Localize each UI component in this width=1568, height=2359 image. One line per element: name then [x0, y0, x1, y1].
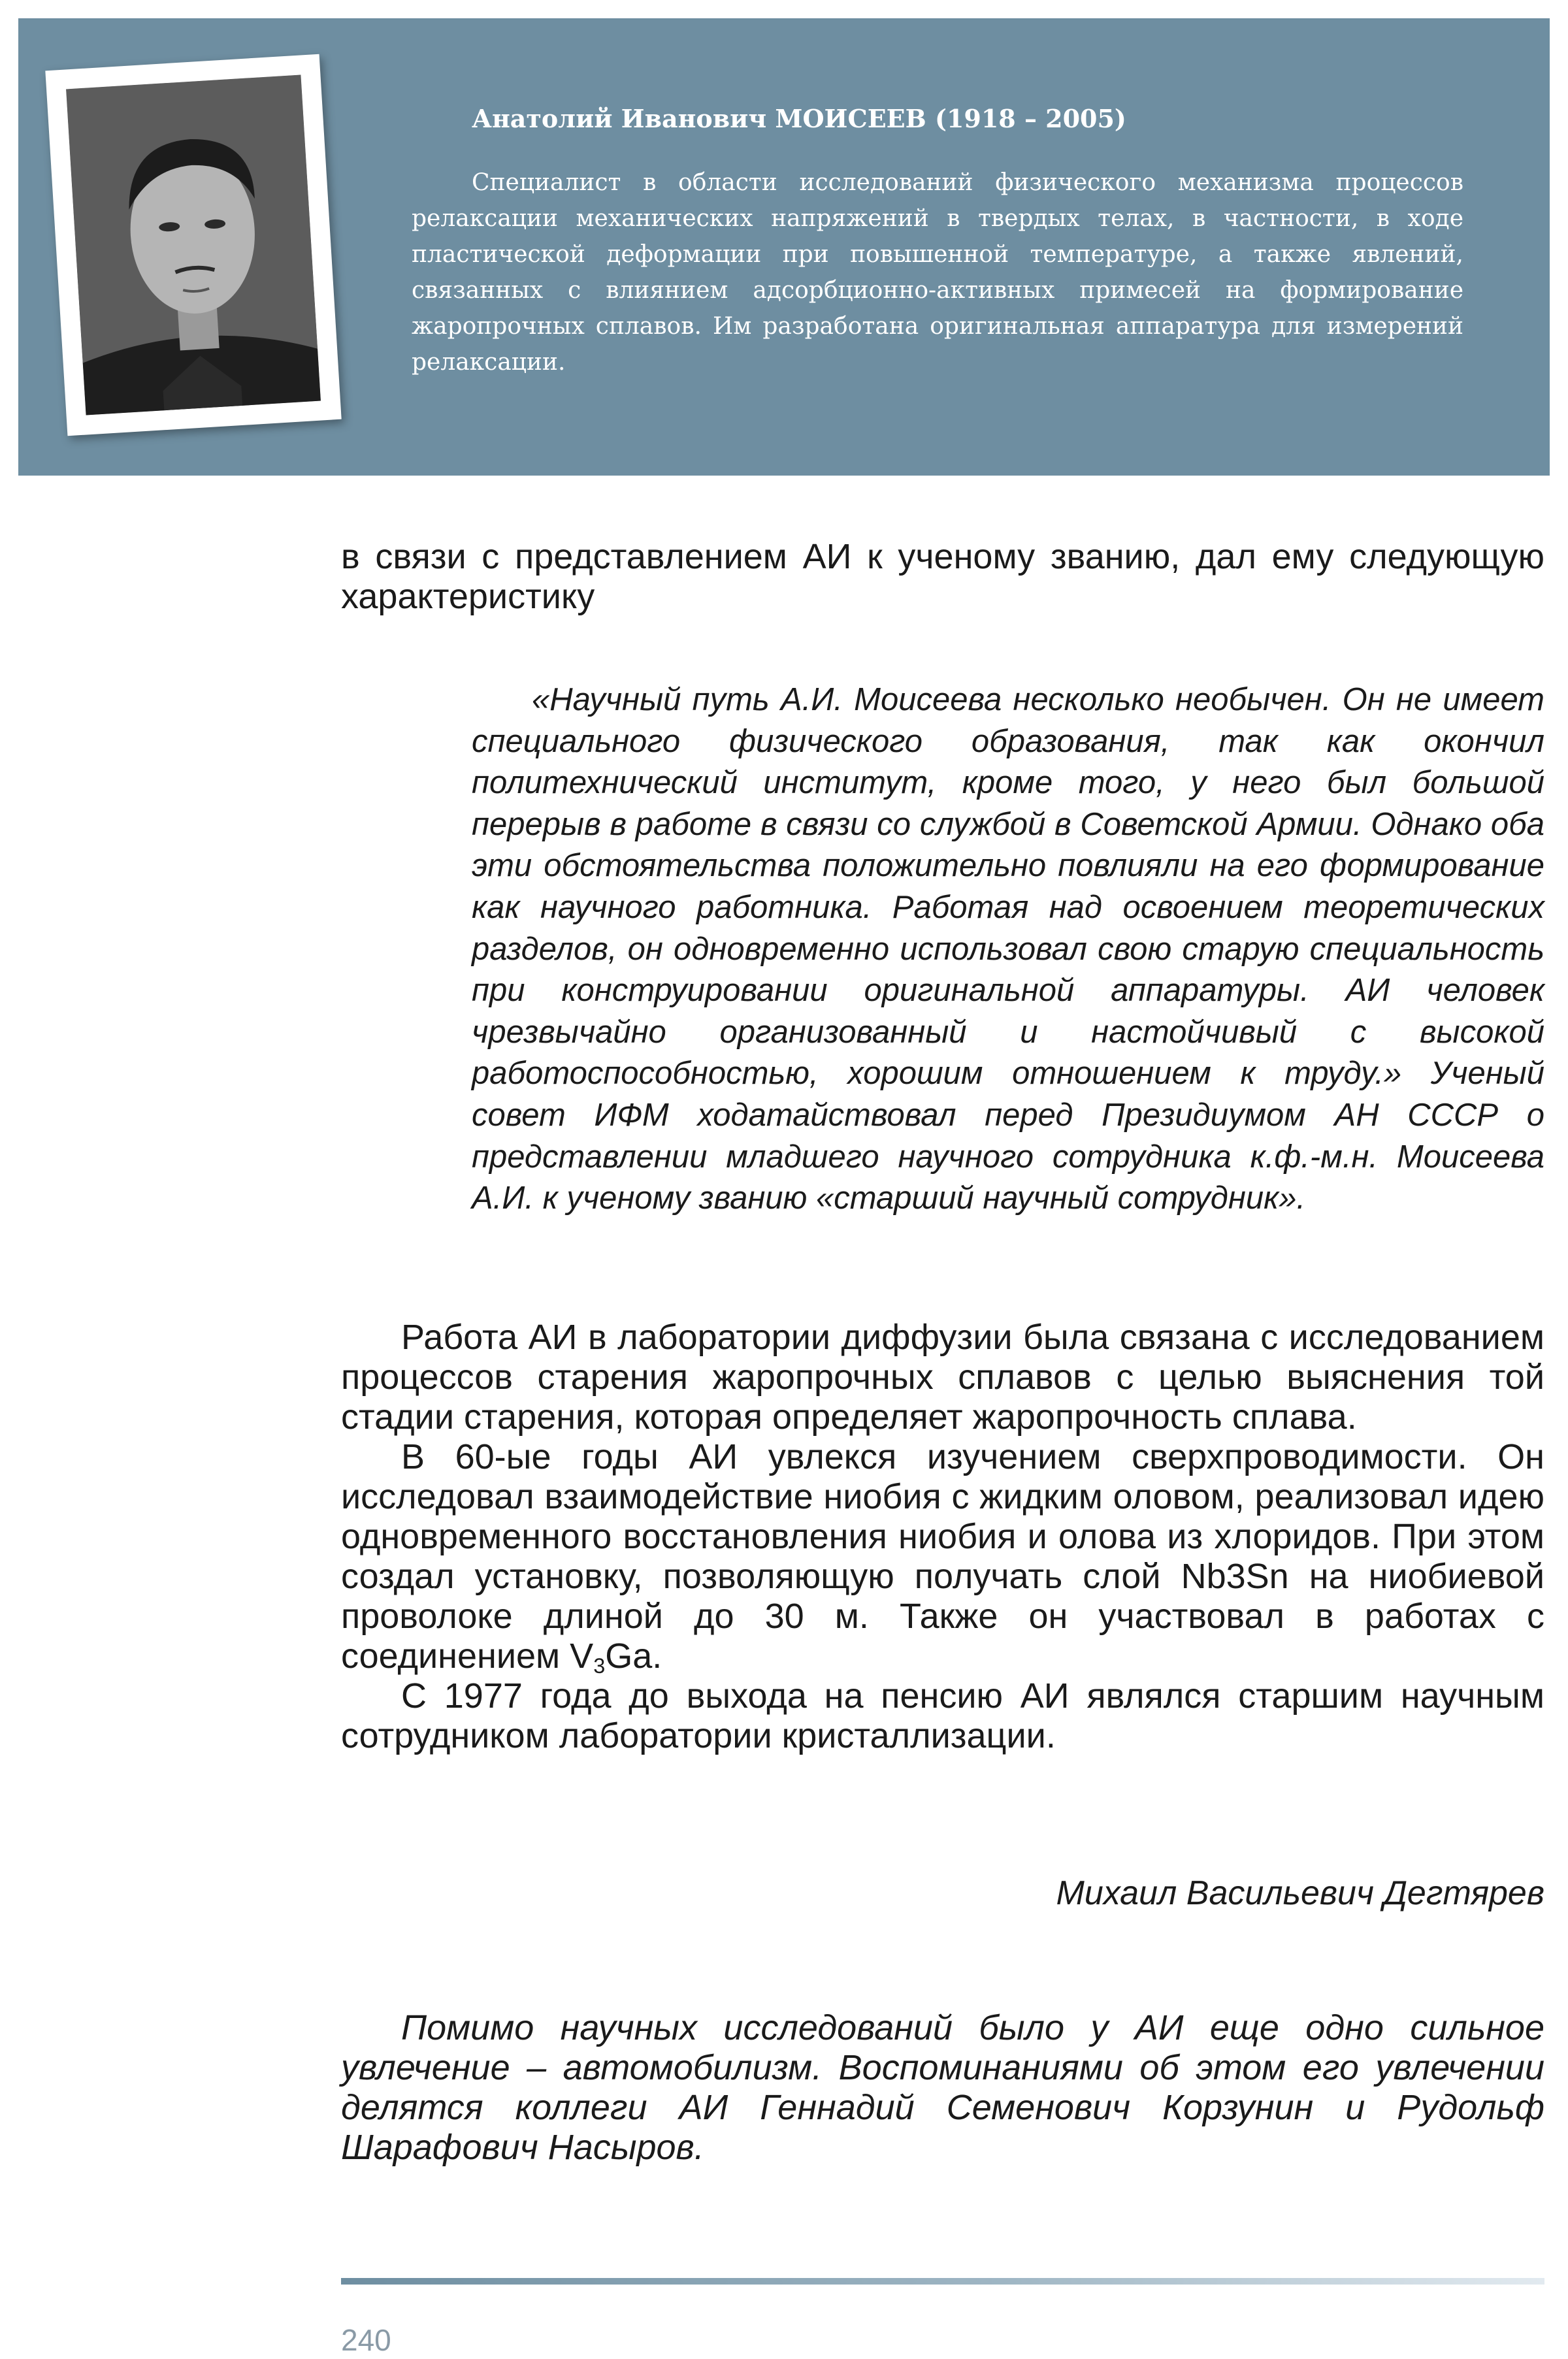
- portrait-photo: [66, 74, 321, 415]
- footer-rule: [341, 2278, 1544, 2285]
- portrait-image: [66, 74, 321, 415]
- author-signature: Михаил Васильевич Дегтярев: [1056, 1874, 1544, 1912]
- portrait-photo-frame: [45, 54, 341, 436]
- intro-paragraph: в связи с представлением АИ к ученому званию, дал ему следующую характеристику: [341, 537, 1544, 616]
- intro-block: [341, 537, 1544, 617]
- afterword-block: [341, 2008, 1544, 2168]
- superconductivity-text: В 60-ые годы АИ увлекся изучением сверхпроводимости. Он исследовал взаимодействие ниобия с жидким оловом, реализовал идею одновременного восстановления ниобия и олова из хлоридов. При этом создал установку, позволяющую получать слой Nb3Sn на ниобиевой проволоке длиной до 30 м. Также он участвовал в работах с соединением V: [341, 1437, 1544, 1676]
- superconductivity-tail: Ga.: [605, 1636, 662, 1676]
- body-paragraph-superconductivity: [341, 1437, 1544, 1676]
- afterword-paragraph: Помимо научных исследований было у АИ еще одно сильное увлечение – автомобилизм. Воспоминаниями об этом его увлечении делятся коллеги АИ Геннадий Семенович Корзунин и Рудольф Шарафович Насыров.: [341, 2008, 1544, 2167]
- bio-description: Специалист в области исследований физического механизма процессов релаксации механических напряжений в твердых телах, в частности, в ходе пластической деформации при повышенной температуре, а также явлений, связанных с влиянием адсорбционно-активных примесей на формирование жаропрочных сплавов. Им разработана оригинальная аппаратура для измерений релаксации.: [412, 169, 1463, 376]
- characteristic-quote: «Научный путь А.И. Моисеева несколько необычен. Он не имеет специального физического образования, так как окончил политехнический институт, кроме того, у него был большой перерыв в работе в связи со службой в Советской Армии. Однако оба эти обстоятельства положительно повлияли на его формирование как научного работника. Работая над освоением теоретических разделов, он одновременно использовал свою старую специальность при конструировании оригинальной аппаратуры. АИ человек чрезвычайно организованный и настойчивый с высокой работоспособностью, хорошим отношением к труду.» Ученый совет ИФМ ходатайствовал перед Президиумом АН СССР о представлении младшего научного сотрудника к.ф.-м.н. Моисеева А.И. к ученому званию «старший научный сотрудник».: [472, 682, 1544, 1216]
- subscript-3: 3: [593, 1654, 606, 1678]
- bio-name-heading: Анатолий Иванович МОИСЕЕВ (1918 – 2005): [472, 104, 1126, 133]
- body-paragraph-diffusion: Работа АИ в лаборатории диффузии была связана с исследованием процессов старения жаропрочных сплавов с целью выяснения той стадии старения, которая определяет жаропрочность сплава.: [341, 1318, 1544, 1437]
- body-paragraph-crystallization: С 1977 года до выхода на пенсию АИ являлся старшим научным сотрудником лаборатории кристаллизации.: [341, 1676, 1544, 1755]
- page-number: 240: [341, 2323, 391, 2357]
- body-text: [341, 1318, 1544, 1756]
